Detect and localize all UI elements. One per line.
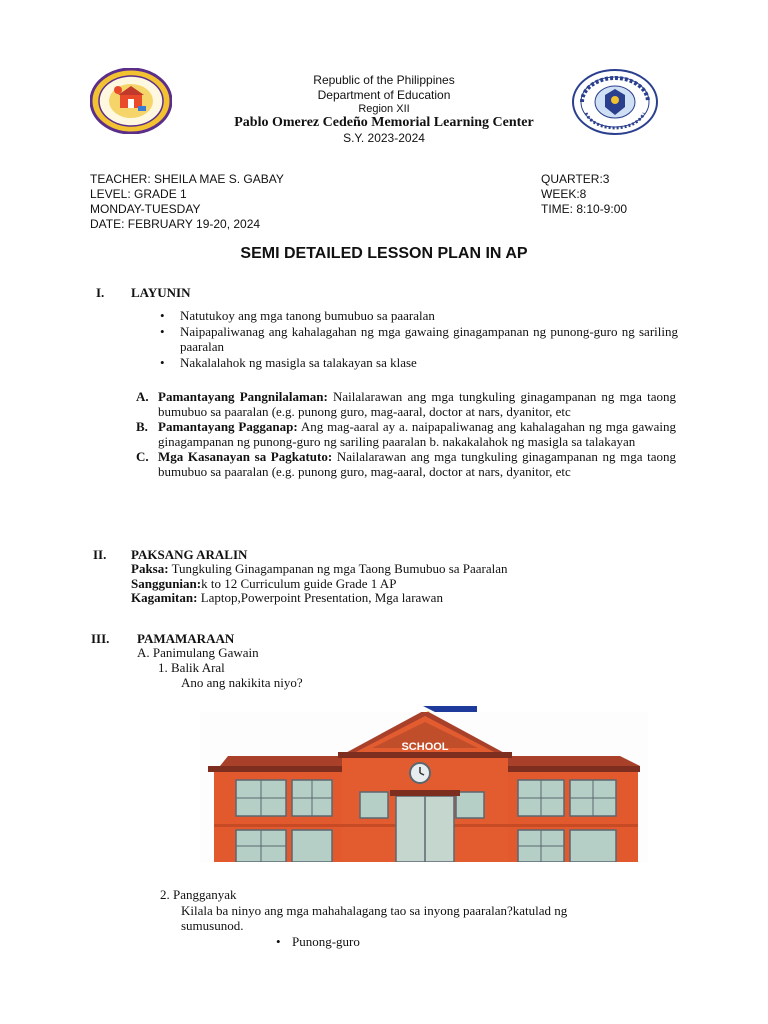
- paksa-line: [131, 562, 508, 577]
- step-2: 2. Pangganyak: [160, 887, 237, 902]
- list-item: • Natutukoy ang mga tanong bumubuo sa paaralan: [158, 308, 678, 323]
- standard-text: Nailalarawan ang mga tungkuling ginagampanan ng mga taong bumubuo sa paaralan (e.g. punong guro, mag-aaral, doctor at nars, dyanitor, etc: [158, 449, 676, 479]
- question-2-line-2: sumusunod.: [181, 918, 244, 933]
- standard-text: Ang mag-aaral ay a. naipapaliwanag ang kahalagahan ng mga gawaing ginagampanan ng punong-guro ng sariling paaralan b. nakakalahok ng masigla sa talakayan: [158, 419, 677, 449]
- school-sign: SCHOOL: [401, 741, 449, 753]
- header-republic: Republic of the Philippines: [313, 73, 455, 87]
- question-1: Ano ang nakikita niyo?: [181, 675, 303, 690]
- standard-text: Nailalarawan ang mga tungkuling ginagampanan ng mga taong bumubuo sa paaralan (e.g. punong guro, mag-aaral, doctor at nars, dyanitor, etc: [158, 389, 676, 419]
- topic-details: [131, 562, 508, 606]
- objectives-list: [158, 308, 678, 371]
- section-1-title: LAYUNIN: [131, 285, 191, 300]
- standard-letter: C.: [136, 449, 149, 464]
- school-building-image: [200, 712, 648, 862]
- lesson-days: MONDAY-TUESDAY: [90, 202, 201, 216]
- section-3-number: III.: [91, 631, 110, 646]
- standard-b: [136, 419, 676, 449]
- time: TIME: 8:10-9:00: [541, 202, 628, 216]
- bullet-dot: •: [276, 934, 281, 949]
- standard-label: Mga Kasanayan sa Pagkatuto:: [158, 449, 333, 464]
- standard-a: [136, 389, 676, 419]
- kagamitan-line: [131, 591, 508, 606]
- kagamitan-label: Kagamitan:: [131, 590, 198, 605]
- lesson-info-left: [90, 172, 284, 232]
- step-1: 1. Balik Aral: [158, 660, 225, 675]
- lesson-date: DATE: FEBRUARY 19-20, 2024: [90, 217, 261, 231]
- grade-level: LEVEL: GRADE 1: [90, 187, 187, 201]
- paksa-value: Tungkuling Ginagampanan ng mga Taong Bumubuo sa Paaralan: [168, 561, 508, 576]
- list-item: • Naipapaliwanag ang kahalagahan ng mga gawaing ginagampanan ng punong-guro ng sariling paaralan: [158, 324, 678, 354]
- standard-label: Pamantayang Pagganap:: [158, 419, 298, 434]
- section-2-number: II.: [93, 547, 107, 562]
- standard-letter: A.: [136, 389, 149, 404]
- section-2-title: PAKSANG ARALIN: [131, 547, 248, 562]
- header-school-name: Pablo Omerez Cedeño Memorial Learning Center: [234, 115, 534, 130]
- bullet-label: Punong-guro: [292, 934, 360, 949]
- section-3-title: PAMAMARAAN: [137, 631, 235, 646]
- standard-letter: B.: [136, 419, 148, 434]
- quarter: QUARTER:3: [541, 172, 610, 186]
- header-department: Department of Education: [317, 88, 451, 102]
- question-2-line-1: Kilala ba ninyo ang mga mahahalagang tao sa inyong paaralan?katulad ng: [181, 903, 568, 918]
- standard-c: [136, 449, 676, 479]
- header-region: Region XII: [358, 103, 410, 115]
- header-school-year: S.Y. 2023-2024: [343, 131, 425, 145]
- teacher-name: TEACHER: SHEILA MAE S. GABAY: [90, 172, 284, 186]
- sanggunian-value: k to 12 Curriculum guide Grade 1 AP: [201, 575, 397, 591]
- section-1-number: I.: [96, 285, 105, 300]
- standard-label: Pamantayang Pangnilalaman:: [158, 389, 328, 404]
- paksa-label: Paksa:: [131, 561, 169, 576]
- lesson-info-right: [541, 172, 627, 217]
- list-item: • Nakalalahok ng masigla sa talakayan sa klase: [158, 355, 678, 370]
- standards-list: [136, 389, 676, 479]
- sanggunian-line: [131, 577, 508, 592]
- sanggunian-label: Sanggunian:: [131, 575, 202, 591]
- week: WEEK:8: [541, 187, 587, 201]
- kagamitan-value: Laptop,Powerpoint Presentation, Mga larawan: [197, 590, 443, 605]
- bullet-item-punong-guro: [276, 934, 360, 949]
- sub-heading-a: A. Panimulang Gawain: [137, 645, 259, 660]
- document-title: SEMI DETAILED LESSON PLAN IN AP: [240, 245, 528, 262]
